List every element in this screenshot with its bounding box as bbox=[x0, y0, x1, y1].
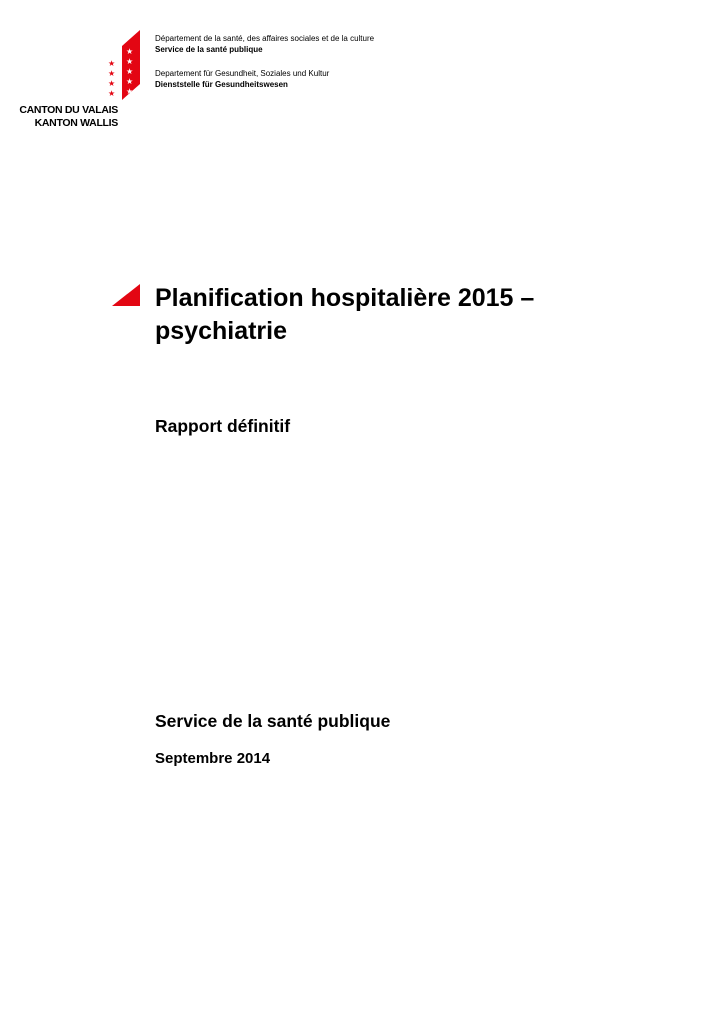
svg-text:★: ★ bbox=[108, 69, 116, 78]
svg-text:★: ★ bbox=[126, 87, 134, 96]
svg-text:★: ★ bbox=[108, 79, 116, 88]
department-fr bbox=[155, 33, 374, 55]
service-fr-name: Service de la santé publique bbox=[155, 45, 263, 54]
valais-coat-of-arms-icon bbox=[104, 30, 144, 100]
svg-text:★: ★ bbox=[126, 57, 134, 66]
department-fr-name: Département de la santé, des affaires sociales et de la culture bbox=[155, 34, 375, 43]
canton-name-fr: CANTON DU VALAIS bbox=[19, 104, 118, 116]
document-title-line1: Planification hospitalière 2015 – bbox=[155, 284, 535, 312]
service-de-name: Dienststelle für Gesundheitswesen bbox=[155, 80, 288, 89]
document-organization: Service de la santé publique bbox=[155, 711, 391, 731]
department-de-name: Departement für Gesundheit, Soziales und Kultur bbox=[155, 69, 330, 78]
svg-text:★: ★ bbox=[126, 67, 134, 76]
document-date: Septembre 2014 bbox=[155, 750, 271, 767]
department-de bbox=[155, 68, 329, 90]
document-title bbox=[155, 282, 534, 348]
svg-text:★: ★ bbox=[126, 47, 134, 56]
document-subtitle: Rapport définitif bbox=[155, 416, 291, 436]
svg-text:★: ★ bbox=[108, 59, 116, 68]
svg-text:★: ★ bbox=[108, 89, 116, 98]
document-title-line2: psychiatrie bbox=[155, 317, 288, 345]
svg-text:★: ★ bbox=[126, 77, 134, 86]
red-triangle-icon bbox=[112, 284, 140, 306]
canton-name-de: KANTON WALLIS bbox=[34, 117, 118, 129]
